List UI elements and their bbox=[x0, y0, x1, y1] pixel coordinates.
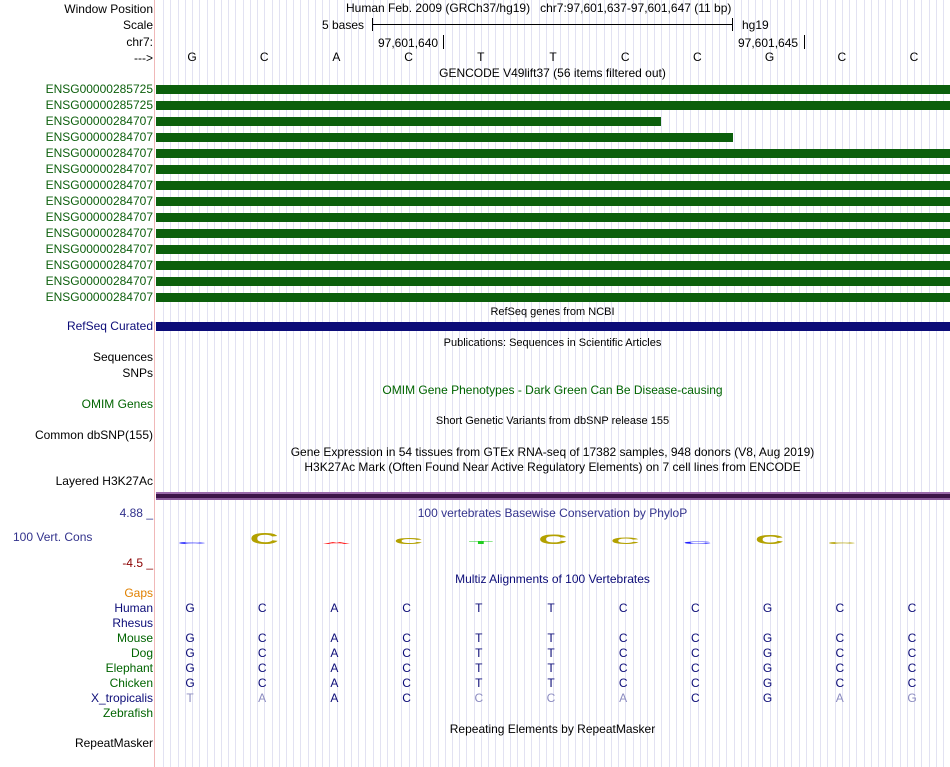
snps-label[interactable]: SNPs bbox=[122, 366, 153, 380]
gencode-item-bar[interactable] bbox=[156, 213, 950, 222]
phylop-logo-letter: C bbox=[755, 532, 785, 548]
base-letter: A bbox=[332, 50, 341, 64]
gencode-item-label[interactable]: ENSG00000284707 bbox=[45, 210, 153, 224]
gencode-item-label[interactable]: ENSG00000284707 bbox=[45, 274, 153, 288]
strand-arrow-label: ---> bbox=[134, 51, 153, 65]
h3k27ac-band-bottom bbox=[156, 498, 950, 500]
gencode-item-bar[interactable] bbox=[156, 181, 950, 190]
alignment-base: C bbox=[618, 601, 628, 615]
alignment-base: C bbox=[907, 646, 917, 660]
species-label[interactable]: X_tropicalis bbox=[90, 691, 153, 705]
gencode-item-label[interactable]: ENSG00000284707 bbox=[45, 130, 153, 144]
gencode-item-label[interactable]: ENSG00000284707 bbox=[45, 178, 153, 192]
rmsk-title: Repeating Elements by RepeatMasker bbox=[449, 722, 656, 736]
alignment-base: C bbox=[835, 676, 845, 690]
coord-right: 97,601,645 bbox=[738, 36, 799, 50]
phylop-logo-letter: C bbox=[394, 536, 424, 547]
species-label[interactable]: Rhesus bbox=[112, 616, 153, 630]
refseq-label[interactable]: RefSeq Curated bbox=[66, 319, 153, 333]
base-letter: C bbox=[620, 50, 630, 64]
phylop-logo-letter: A bbox=[321, 541, 351, 545]
gencode-item-bar[interactable] bbox=[156, 245, 950, 254]
alignment-base: C bbox=[691, 691, 700, 705]
alignment-base: T bbox=[186, 691, 194, 705]
alignment-base: C bbox=[618, 631, 628, 645]
alignment-base: C bbox=[691, 601, 700, 615]
alignment-base: A bbox=[330, 691, 339, 705]
window-position-label: Window Position bbox=[64, 2, 153, 16]
alignment-base: C bbox=[546, 691, 556, 705]
omim-title: OMIM Gene Phenotypes - Dark Green Can Be Disease-causing bbox=[382, 383, 723, 397]
alignment-base: T bbox=[475, 676, 483, 690]
phylop-logo-letter: C bbox=[538, 531, 568, 548]
alignment-base: G bbox=[762, 631, 773, 645]
repeatmasker-label[interactable]: RepeatMasker bbox=[74, 736, 153, 750]
alignment-base: T bbox=[547, 646, 555, 660]
alignment-base: C bbox=[257, 646, 267, 660]
alignment-base: C bbox=[402, 646, 411, 660]
alignment-base: T bbox=[547, 661, 555, 675]
gencode-item-bar[interactable] bbox=[156, 277, 950, 286]
alignment-base: C bbox=[691, 661, 700, 675]
alignment-base: C bbox=[691, 631, 700, 645]
alignment-base: T bbox=[547, 676, 555, 690]
base-letter: C bbox=[693, 50, 702, 64]
base-letter: C bbox=[837, 50, 847, 64]
alignment-base: A bbox=[619, 691, 628, 705]
base-letter: G bbox=[764, 50, 775, 64]
alignment-base: G bbox=[185, 646, 195, 660]
species-label[interactable]: Human bbox=[114, 601, 153, 615]
alignment-base: C bbox=[835, 661, 845, 675]
alignment-base: C bbox=[618, 661, 628, 675]
alignment-base: C bbox=[257, 676, 267, 690]
alignment-base: C bbox=[402, 661, 411, 675]
phylop-title: 100 vertebrates Basewise Conservation by PhyloP bbox=[417, 506, 688, 520]
alignment-base: G bbox=[185, 601, 195, 615]
alignment-base: C bbox=[907, 676, 917, 690]
chr-label: chr7: bbox=[126, 35, 153, 49]
phylop-logo-letter: C bbox=[249, 530, 279, 548]
alignment-base: C bbox=[691, 646, 700, 660]
alignment-base: A bbox=[330, 631, 339, 645]
gencode-item-bar[interactable] bbox=[156, 261, 950, 270]
species-label[interactable]: Dog bbox=[130, 646, 153, 660]
refseq-bar[interactable] bbox=[156, 322, 950, 331]
gencode-item-label[interactable]: ENSG00000284707 bbox=[45, 226, 153, 240]
alignment-base: C bbox=[618, 646, 628, 660]
alignment-base: G bbox=[762, 691, 773, 705]
scale-text: 5 bases bbox=[322, 18, 365, 32]
alignment-base: C bbox=[907, 601, 917, 615]
alignment-base: A bbox=[330, 601, 339, 615]
gencode-item-label[interactable]: ENSG00000284707 bbox=[45, 194, 153, 208]
alignment-base: C bbox=[835, 601, 845, 615]
gaps-label[interactable]: Gaps bbox=[124, 586, 153, 600]
alignment-base: A bbox=[258, 691, 267, 705]
scale-db: hg19 bbox=[742, 18, 769, 32]
alignment-base: G bbox=[185, 661, 195, 675]
alignment-base: A bbox=[330, 646, 339, 660]
scale-label: Scale bbox=[122, 18, 153, 32]
phylop-logo-letter: C bbox=[827, 541, 857, 545]
alignment-base: G bbox=[762, 646, 773, 660]
gencode-item-bar[interactable] bbox=[156, 85, 950, 94]
scale-bar bbox=[372, 24, 733, 25]
gencode-item-bar[interactable] bbox=[156, 117, 661, 126]
alignment-base: G bbox=[762, 601, 773, 615]
phylop-logo-letter: C bbox=[177, 541, 207, 545]
alignment-base: G bbox=[762, 661, 773, 675]
gencode-item-label[interactable]: ENSG00000285725 bbox=[45, 82, 153, 96]
cons-track-label[interactable]: 100 Vert. Cons bbox=[13, 530, 93, 544]
multiz-title: Multiz Alignments of 100 Vertebrates bbox=[455, 572, 650, 586]
h3k27ac-label[interactable]: Layered H3K27Ac bbox=[55, 474, 153, 488]
gencode-item-bar[interactable] bbox=[156, 197, 950, 206]
scale-bar-left-tick bbox=[372, 18, 373, 31]
alignment-base: T bbox=[475, 661, 483, 675]
cons-max-label: 4.88 _ bbox=[119, 506, 153, 520]
species-label[interactable]: Zebrafish bbox=[102, 706, 153, 720]
gencode-item-bar[interactable] bbox=[156, 149, 950, 158]
gencode-title: GENCODE V49lift37 (56 items filtered out) bbox=[439, 66, 666, 80]
dbsnp-title: Short Genetic Variants from dbSNP release 155 bbox=[435, 415, 670, 427]
h3k27ac-title: H3K27Ac Mark (Often Found Near Active Regulatory Elements) on 7 cell lines from ENCODE bbox=[304, 460, 801, 474]
gencode-item-label[interactable]: ENSG00000284707 bbox=[45, 258, 153, 272]
alignment-base: G bbox=[185, 631, 195, 645]
alignment-base: C bbox=[474, 691, 484, 705]
gencode-item-label[interactable]: ENSG00000284707 bbox=[45, 290, 153, 304]
base-letter: C bbox=[259, 50, 269, 64]
gencode-item-label[interactable]: ENSG00000284707 bbox=[45, 242, 153, 256]
alignment-base: T bbox=[475, 601, 483, 615]
species-label[interactable]: Chicken bbox=[109, 676, 153, 690]
coord-left: 97,601,640 bbox=[378, 36, 439, 50]
alignment-base: G bbox=[907, 691, 917, 705]
species-label[interactable]: Elephant bbox=[105, 661, 153, 675]
alignment-base: A bbox=[330, 676, 339, 690]
alignment-base: C bbox=[907, 661, 917, 675]
species-label[interactable]: Mouse bbox=[116, 631, 153, 645]
alignment-base: C bbox=[691, 676, 700, 690]
gencode-item-bar[interactable] bbox=[156, 229, 950, 238]
assembly-name: Human Feb. 2009 (GRCh37/hg19) bbox=[346, 1, 531, 15]
alignment-base: C bbox=[257, 661, 267, 675]
scale-bar-right-tick bbox=[732, 18, 733, 31]
base-letter: G bbox=[187, 50, 197, 64]
base-letter: C bbox=[404, 50, 413, 64]
gencode-item-bar[interactable] bbox=[156, 133, 733, 142]
gencode-item-label[interactable]: ENSG00000284707 bbox=[45, 162, 153, 176]
alignment-base: T bbox=[547, 601, 555, 615]
gencode-item-bar[interactable] bbox=[156, 101, 950, 110]
alignment-base: C bbox=[835, 631, 845, 645]
base-letter: C bbox=[909, 50, 919, 64]
phylop-logo-letter: C bbox=[610, 535, 640, 547]
cons-min-label: -4.5 _ bbox=[122, 556, 153, 570]
gencode-item-bar[interactable] bbox=[156, 165, 950, 174]
alignment-base: C bbox=[257, 601, 267, 615]
base-letter: T bbox=[477, 50, 485, 64]
alignment-base: A bbox=[835, 691, 844, 705]
alignment-base: T bbox=[475, 646, 483, 660]
coord-left-tick bbox=[443, 35, 444, 49]
gtex-title: Gene Expression in 54 tissues from GTEx RNA-seq of 17382 samples, 948 donors (V8, Aug 2019) bbox=[290, 445, 815, 459]
coord-right-tick bbox=[804, 35, 805, 49]
alignment-base: C bbox=[618, 676, 628, 690]
gencode-item-label[interactable]: ENSG00000284707 bbox=[45, 146, 153, 160]
alignment-base: A bbox=[330, 661, 339, 675]
phylop-logo bbox=[156, 522, 950, 562]
alignment-base: T bbox=[475, 631, 483, 645]
alignment-base: C bbox=[402, 691, 411, 705]
alignment-base: G bbox=[185, 676, 195, 690]
assembly-title bbox=[346, 1, 731, 15]
alignment-base: C bbox=[402, 631, 411, 645]
alignment-base: G bbox=[762, 676, 773, 690]
gencode-item-label[interactable]: ENSG00000284707 bbox=[45, 114, 153, 128]
alignment-base: C bbox=[402, 676, 411, 690]
gencode-item-label[interactable]: ENSG00000285725 bbox=[45, 98, 153, 112]
omim-label[interactable]: OMIM Genes bbox=[81, 397, 153, 411]
refseq-title: RefSeq genes from NCBI bbox=[490, 306, 615, 318]
alignment-base: C bbox=[907, 631, 917, 645]
gencode-item-bar[interactable] bbox=[156, 293, 950, 302]
phylop-logo-letter: C bbox=[682, 541, 712, 545]
pubs-title: Publications: Sequences in Scientific Articles bbox=[443, 337, 662, 349]
base-letter: T bbox=[549, 50, 557, 64]
alignment-base: C bbox=[402, 601, 411, 615]
dbsnp-label[interactable]: Common dbSNP(155) bbox=[34, 428, 153, 442]
alignment-base: T bbox=[547, 631, 555, 645]
position-range: chr7:97,601,637-97,601,647 (11 bp) bbox=[540, 1, 732, 15]
sequences-label[interactable]: Sequences bbox=[92, 350, 153, 364]
alignment-base: C bbox=[835, 646, 845, 660]
alignment-base: C bbox=[257, 631, 267, 645]
phylop-logo-letter: T bbox=[468, 539, 494, 546]
